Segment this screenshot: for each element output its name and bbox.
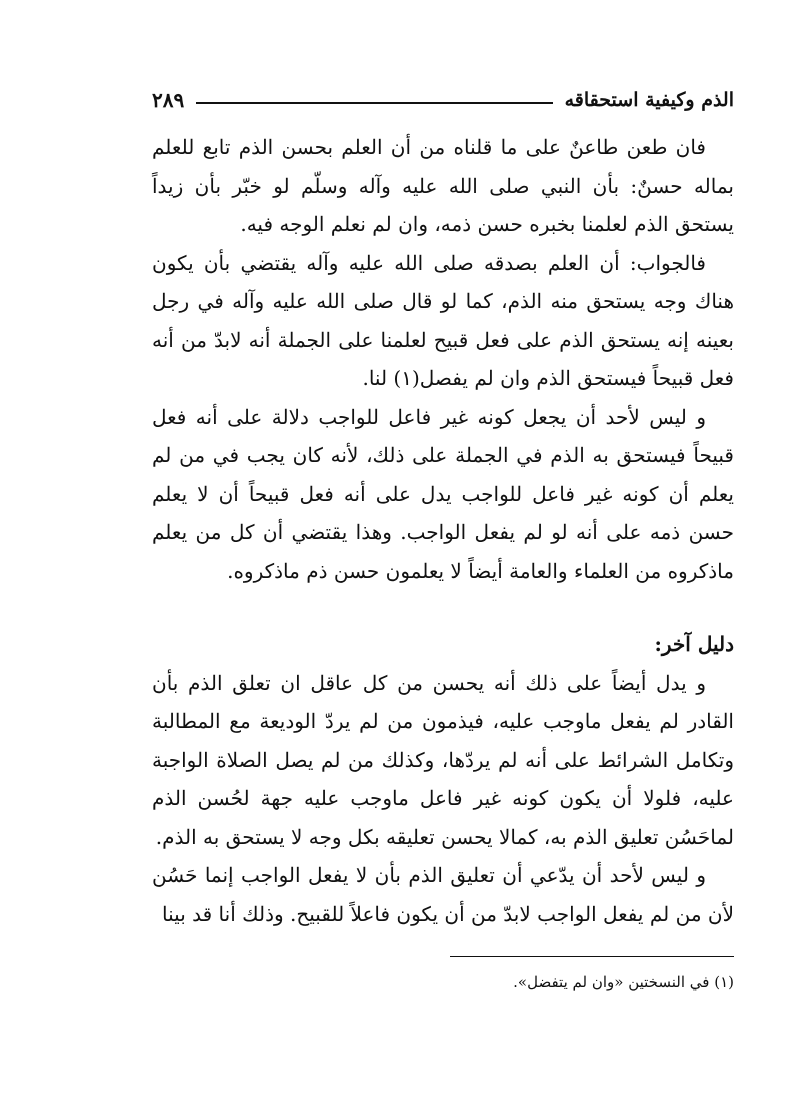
- paragraph-continuation: و ليس لأحد أن يدّعي أن تعليق الذم بأن لا يفعل الواجب إنما حَسُن لأن من لم يفعل الواجب لابدّ من أن يكون فاعلاً للقبيح. وذلك أنا قد بينا: [152, 863, 734, 926]
- running-header: [152, 86, 734, 114]
- paragraph-rebuttal: و ليس لأحد أن يجعل كونه غير فاعل للواجب دلالة على أنه فعل قبيحاً فيستحق به الذم في الجملة على ذلك، لأنه كان يجب في من لم يعلم أن كونه غير فاعل للواجب يدل على أنه فعل قبيحاً أن لا يعلم حسن ذمه على أنه لو لم يفعل الواجب. وهذا يقتضي أن كل من يعلم ماذكروه من العلماء والعامة أيضاً لا يعلمون حسن ذم ماذكروه.: [152, 404, 734, 583]
- body-text: [152, 128, 734, 933]
- page-number: ٢٨٩: [152, 88, 185, 112]
- header-rule: [196, 102, 552, 104]
- footnote-rule: [450, 956, 734, 957]
- section-gap: [152, 590, 734, 625]
- paragraph-answer: فالجواب: أن العلم بصدقه صلى الله عليه وآله يقتضي بأن يكون هناك وجه يستحق منه الذم، كما لو قال صلى الله عليه وآله في رجل بعينه إنه يستحق الذم على فعل قبيح لعلمنا على الجملة أنه لابدّ من أنه فعل قبيحاً فيستحق الذم وان لم يفصل(١) لنا.: [152, 250, 734, 390]
- paragraph-evidence: و يدل أيضاً على ذلك أنه يحسن من كل عاقل ان تعلق الذم بأن القادر لم يفعل ماوجب عليه، فيذمون من لم يردّ الوديعة مع المطالبة وتكامل الشرائط على أنه لم يردّها، وكذلك من لم يصل الصلاة الواجبة عليه، فلولا أن يكون كونه غير فاعل ماوجب عليه جهة لحُسن الذم لماحَسُن تعليق الذم به، كمالا يحسن تعليقه بكل وجه لا يستحق به الذم.: [152, 670, 734, 849]
- header-title: الذم وكيفية استحقاقه: [564, 89, 734, 111]
- footnote: (١) في النسختين «وان لم يتفضل».: [513, 973, 734, 991]
- section-heading: دليل آخر:: [654, 632, 734, 656]
- paragraph-objection: فان طعن طاعنٌ على ما قلناه من أن العلم بحسن الذم تابع للعلم بماله حسنٌ: بأن النبي صلى الله عليه وآله وسلّم لو خبّر بأن زيداً يستحق الذم لعلمنا بخبره حسن ذمه، وان لم نعلم الوجه فيه.: [152, 135, 734, 236]
